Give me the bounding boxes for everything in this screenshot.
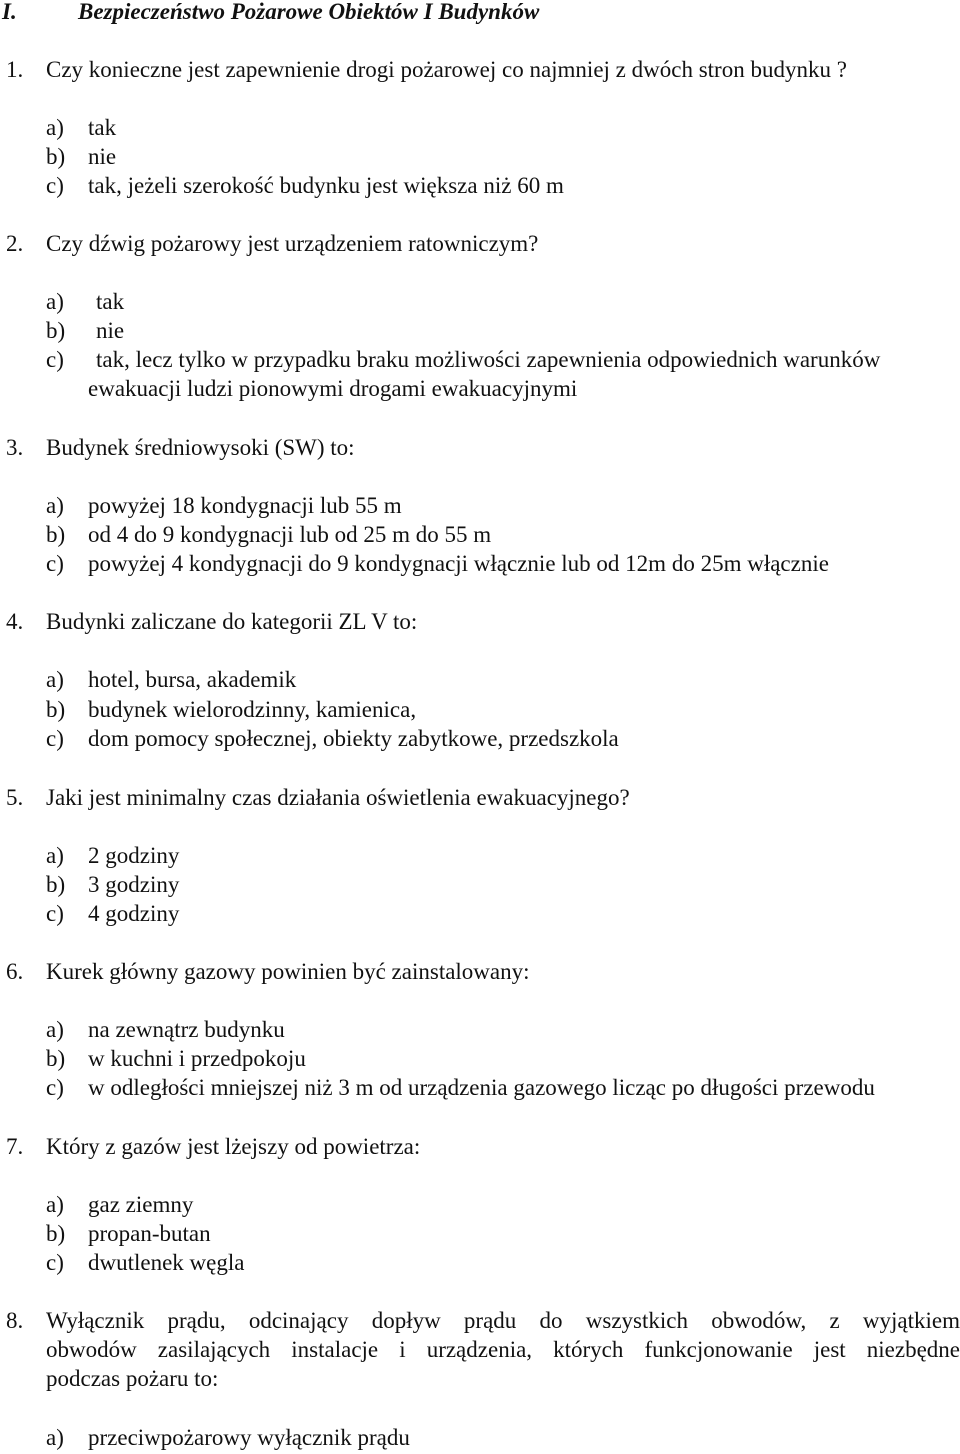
question-1-text: Czy konieczne jest zapewnienie drogi pożarowej co najmniej z dwóch stron budynku ?: [46, 57, 847, 82]
question-5-text: Jaki jest minimalny czas działania oświetlenia ewakuacyjnego?: [46, 785, 630, 810]
question-7-text: Który z gazów jest lżejszy od powietrza:: [46, 1134, 421, 1159]
question-number: 8.: [6, 1308, 24, 1333]
option-letter: b): [46, 697, 66, 722]
question-number: 6.: [6, 959, 24, 984]
option-letter: a): [46, 1425, 64, 1450]
option-text: tak: [88, 115, 117, 140]
question-8-text-line-2: obwodów zasilających instalacje i urządzenia, których funkcjonowanie jest niezbędne: [46, 1337, 960, 1362]
option-letter: a): [46, 115, 64, 140]
option-letter: c): [46, 901, 64, 926]
question-number: 3.: [6, 435, 24, 460]
option-letter: b): [46, 872, 66, 897]
option-letter: c): [46, 551, 64, 576]
question-number: 1.: [6, 57, 24, 82]
section-title: Bezpieczeństwo Pożarowe Obiektów I Budynków: [78, 0, 540, 24]
question-number: 5.: [6, 785, 24, 810]
option-letter: b): [46, 522, 66, 547]
option-letter: b): [46, 144, 66, 169]
question-8-text-line-3: podczas pożaru to:: [46, 1366, 219, 1391]
question-1: [6, 55, 23, 84]
question-number: 7.: [6, 1134, 24, 1159]
option-letter: c): [46, 1250, 64, 1275]
option-letter: a): [46, 1017, 64, 1042]
question-4-text: Budynki zaliczane do kategorii ZL V to:: [46, 609, 418, 634]
question-6-text: Kurek główny gazowy powinien być zainstalowany:: [46, 959, 530, 984]
option-text: nie: [88, 144, 117, 169]
option-text: w odległości mniejszej niż 3 m od urządzenia gazowego licząc po długości przewodu: [88, 1075, 875, 1100]
option-text: dom pomocy społecznej, obiekty zabytkowe, przedszkola: [88, 726, 619, 751]
question-number: 4.: [6, 609, 24, 634]
option-text: hotel, bursa, akademik: [88, 667, 297, 692]
option-text: 2 godziny: [88, 843, 180, 868]
question-number: 2.: [6, 231, 24, 256]
option-text: propan-butan: [88, 1221, 211, 1246]
option-text: nie: [96, 318, 125, 343]
option-letter: c): [46, 1075, 64, 1100]
section-number: I.: [2, 0, 17, 24]
option-text: w kuchni i przedpokoju: [88, 1046, 306, 1071]
option-text: gaz ziemny: [88, 1192, 194, 1217]
option-text: przeciwpożarowy wyłącznik prądu: [88, 1425, 410, 1450]
option-text: powyżej 4 kondygnacji do 9 kondygnacji włącznie lub od 12m do 25m włącznie: [88, 551, 829, 576]
question-2-text: Czy dźwig pożarowy jest urządzeniem ratowniczym?: [46, 231, 539, 256]
question-3-text: Budynek średniowysoki (SW) to:: [46, 435, 355, 460]
option-letter: a): [46, 667, 64, 692]
option-letter: c): [46, 173, 64, 198]
option-text: od 4 do 9 kondygnacji lub od 25 m do 55 m: [88, 522, 492, 547]
option-text: na zewnątrz budynku: [88, 1017, 285, 1042]
option-letter: b): [46, 318, 66, 343]
question-8-text-line-1: Wyłącznik prądu, odcinający dopływ prądu do wszystkich obwodów, z wyjątkiem: [46, 1308, 960, 1333]
option-letter: b): [46, 1221, 66, 1246]
option-text: budynek wielorodzinny, kamienica,: [88, 697, 417, 722]
option-letter: a): [46, 843, 64, 868]
option-text-continued: ewakuacji ludzi pionowymi drogami ewakuacyjnymi: [88, 376, 578, 401]
option-text: tak, lecz tylko w przypadku braku możliwości zapewnienia odpowiednich warunków: [96, 347, 881, 372]
option-letter: a): [46, 289, 64, 314]
option-text: tak: [96, 289, 125, 314]
option-letter: c): [46, 347, 64, 372]
option-text: 3 godziny: [88, 872, 180, 897]
option-letter: c): [46, 726, 64, 751]
option-letter: a): [46, 1192, 64, 1217]
section-heading: [2, 0, 540, 26]
option-letter: a): [46, 493, 64, 518]
option-text: powyżej 18 kondygnacji lub 55 m: [88, 493, 402, 518]
option-text: tak, jeżeli szerokość budynku jest większa niż 60 m: [88, 173, 564, 198]
option-letter: b): [46, 1046, 66, 1071]
option-text: 4 godziny: [88, 901, 180, 926]
option-text: dwutlenek węgla: [88, 1250, 245, 1275]
